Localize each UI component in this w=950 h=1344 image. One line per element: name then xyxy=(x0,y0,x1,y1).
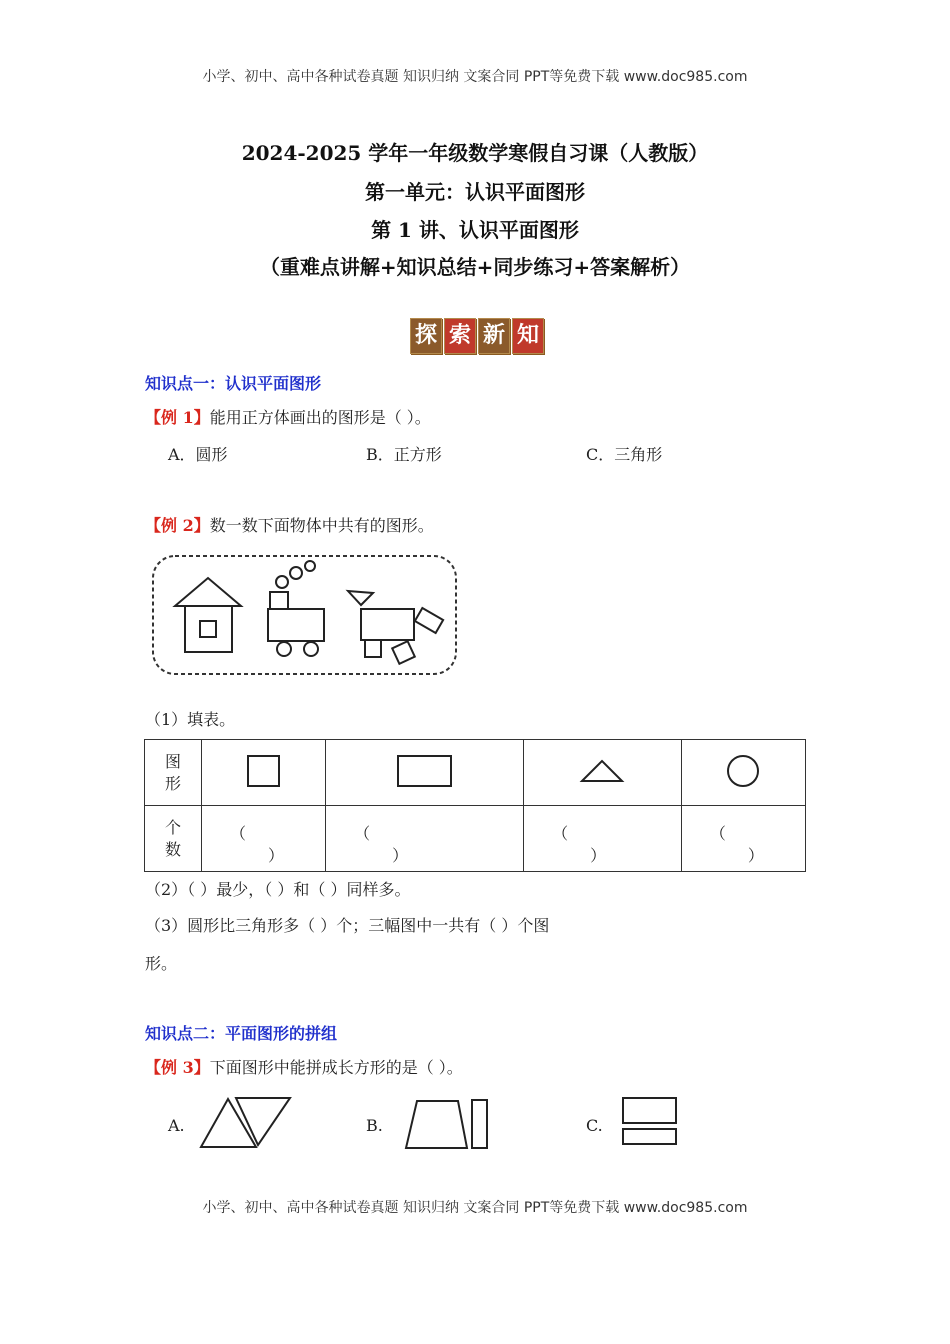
example-1-option-c: C．三角形 xyxy=(586,445,663,464)
smoke-circle-2 xyxy=(290,567,302,579)
example-1-question xyxy=(145,405,431,428)
triangle-icon xyxy=(579,756,625,786)
square-icon xyxy=(246,753,282,789)
paren-open: （ xyxy=(709,823,726,843)
rectangle-cell xyxy=(326,740,524,806)
house-body-square xyxy=(185,606,232,652)
shape-row-header-2: 形 xyxy=(164,773,181,793)
shape-row xyxy=(145,740,806,806)
example-2-part-3: （3）圆形比三角形多（ ）个；三幅图中一共有（ ）个图 xyxy=(145,916,550,935)
badge-char-1: 探 xyxy=(410,318,442,354)
badge-char-3: 新 xyxy=(478,318,510,354)
count-row-header-1: 个 xyxy=(164,817,181,837)
lesson-title: 第 1 讲、认识平面图形 xyxy=(371,218,579,242)
example-3-option-c: C. xyxy=(586,1116,603,1135)
example-2-tag: 【例 2】 xyxy=(145,516,210,535)
example-3-question xyxy=(145,1055,463,1078)
example-3-option-a: A. xyxy=(168,1116,185,1135)
example-2-part-3-cont: 形。 xyxy=(145,954,178,973)
example-2-part-1: （1）填表。 xyxy=(145,710,236,729)
shape-row-header xyxy=(145,740,202,806)
count-row xyxy=(145,806,806,872)
explore-badge xyxy=(410,318,546,354)
doc-title: 2024-2025 学年一年级数学寒假自习课（人教版） xyxy=(241,141,709,165)
smoke-circle-3 xyxy=(305,561,315,571)
example-2-question xyxy=(145,513,434,536)
dog-tail-triangle xyxy=(348,591,373,605)
rectangle-bottom xyxy=(623,1129,676,1144)
dashed-frame xyxy=(153,556,456,674)
example-3-tag: 【例 3】 xyxy=(145,1058,210,1077)
objects-figure xyxy=(150,553,460,677)
triangle-count-cell[interactable] xyxy=(524,806,682,872)
circle-count-cell[interactable] xyxy=(681,806,805,872)
example-1-tag: 【例 1】 xyxy=(145,408,210,427)
train-body-rectangle xyxy=(268,609,324,641)
shape-count-table xyxy=(144,739,806,872)
wheel-circle-1 xyxy=(277,642,291,656)
paren-close: ） xyxy=(392,845,409,865)
paren-open: （ xyxy=(354,823,371,843)
paren-open: （ xyxy=(230,823,247,843)
dog-leg-square xyxy=(365,640,381,657)
dog-leg-square-tilted xyxy=(392,641,415,664)
paren-close: ） xyxy=(747,845,764,865)
example-1-option-a: A．圆形 xyxy=(168,445,228,464)
option-b-shapes xyxy=(403,1097,491,1151)
circle-icon xyxy=(725,753,761,789)
paren-close: ） xyxy=(268,845,285,865)
rectangle-icon xyxy=(396,753,454,789)
chimney-square xyxy=(270,592,288,609)
paren-open: （ xyxy=(552,823,569,843)
example-1-text: 能用正方体画出的图形是（ ）。 xyxy=(209,408,431,427)
example-3-text: 下面图形中能拼成长方形的是（ ）。 xyxy=(209,1058,463,1077)
count-row-header xyxy=(145,806,202,872)
wheel-circle-2 xyxy=(304,642,318,656)
circle-cell xyxy=(681,740,805,806)
badge-char-2: 索 xyxy=(444,318,476,354)
trapezoid xyxy=(406,1101,467,1148)
badge-char-4: 知 xyxy=(512,318,544,354)
triangle-down xyxy=(236,1098,290,1145)
count-row-header-2: 数 xyxy=(164,839,181,859)
triangle-cell xyxy=(524,740,682,806)
page-footer: 小学、初中、高中各种试卷真题 知识归纳 文案合同 PPT等免费下载 www.doc985.com xyxy=(202,1200,748,1216)
option-c-rectangles xyxy=(620,1095,680,1147)
square-count-cell[interactable] xyxy=(202,806,326,872)
thin-rectangle xyxy=(472,1100,487,1148)
example-2-text: 数一数下面物体中共有的图形。 xyxy=(209,516,434,535)
example-3-option-b: B. xyxy=(366,1116,383,1135)
knowledge-point-1: 知识点一：认识平面图形 xyxy=(145,374,322,393)
example-1-option-b: B．正方形 xyxy=(366,445,442,464)
dog-figure xyxy=(348,591,443,664)
option-a-triangles xyxy=(198,1095,294,1149)
example-2-part-2: （2）（ ）最少，（ ）和（ ）同样多。 xyxy=(145,880,411,899)
house-window-square xyxy=(200,621,216,637)
train-figure xyxy=(268,561,324,656)
dog-body-rectangle xyxy=(361,609,414,640)
square-cell xyxy=(202,740,326,806)
rectangle-top xyxy=(623,1098,676,1123)
rectangle-count-cell[interactable] xyxy=(326,806,524,872)
smoke-circle-1 xyxy=(276,576,288,588)
page-header: 小学、初中、高中各种试卷真题 知识归纳 文案合同 PPT等免费下载 www.doc985.com xyxy=(202,69,748,85)
house-roof-triangle xyxy=(175,578,241,606)
paren-close: ） xyxy=(590,845,607,865)
dog-head-rectangle xyxy=(415,608,443,633)
house-figure xyxy=(175,578,241,652)
unit-title: 第一单元：认识平面图形 xyxy=(365,180,585,204)
knowledge-point-2: 知识点二：平面图形的拼组 xyxy=(145,1024,338,1043)
lesson-subtitle: （重难点讲解+知识总结+同步练习+答案解析） xyxy=(259,255,691,279)
shape-row-header-1: 图 xyxy=(164,751,181,771)
